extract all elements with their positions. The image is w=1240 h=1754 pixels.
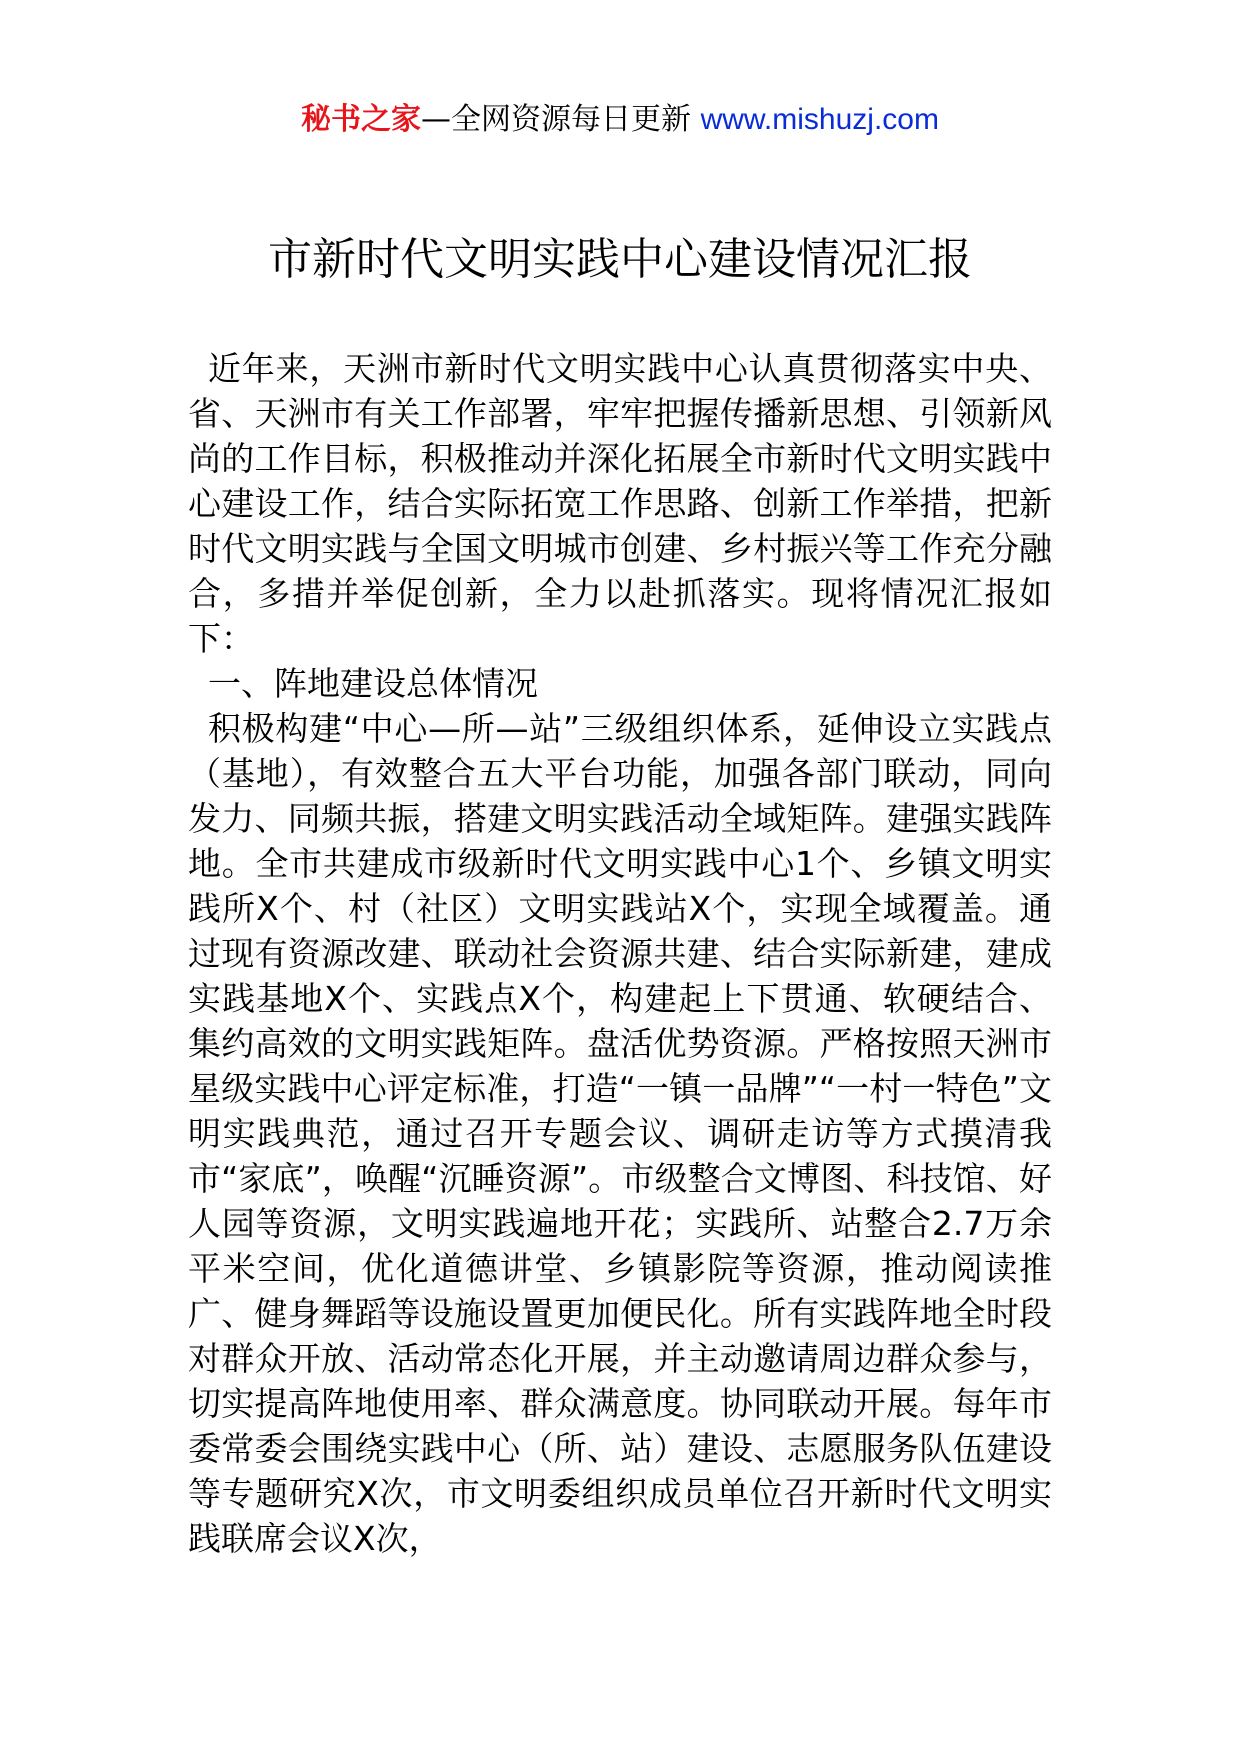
document-body: [188, 346, 1052, 1561]
brand-name: 秘书之家: [301, 102, 422, 137]
brand-slogan: —全网资源每日更新: [421, 102, 692, 137]
site-banner: [0, 100, 1240, 140]
intro-paragraph: 近年来，天洲市新时代文明实践中心认真贯彻落实中央、省、天洲市有关工作部署，牢牢把握传播新思想、引领新风尚的工作目标，积极推动并深化拓展全市新时代文明实践中心建设工作，结合实际拓宽工作思路、创新工作举措，把新时代文明实践与全国文明城市创建、乡村振兴等工作充分融合，多措并举促创新，全力以赴抓落实。现将情况汇报如下：: [188, 349, 1052, 658]
site-url-link[interactable]: www.mishuzj.com: [700, 103, 939, 136]
section-paragraph: 积极构建“中心—所—站”三级组织体系，延伸设立实践点（基地），有效整合五大平台功能，加强各部门联动，同向发力、同频共振，搭建文明实践活动全域矩阵。建强实践阵地。全市共建成市级新时代文明实践中心1个、乡镇文明实践所X个、村（社区）文明实践站X个，实现全域覆盖。通过现有资源改建、联动社会资源共建、结合实际新建，建成实践基地X个、实践点X个，构建起上下贯通、软硬结合、集约高效的文明实践矩阵。盘活优势资源。严格按照天洲市星级实践中心评定标准，打造“一镇一品牌”“一村一特色”文明实践典范，通过召开专题会议、调研走访等方式摸清我市“家底”，唤醒“沉睡资源”。市级整合文博图、科技馆、好人园等资源，文明实践遍地开花；实践所、站整合2.7万余平米空间，优化道德讲堂、乡镇影院等资源，推动阅读推广、健身舞蹈等设施设置更加便民化。所有实践阵地全时段对群众开放、活动常态化开展，并主动邀请周边群众参与，切实提高阵地使用率、群众满意度。协同联动开展。每年市委常委会围绕实践中心（所、站）建设、志愿服务队伍建设等专题研究X次，市文明委组织成员单位召开新时代文明实践联席会议X次，: [188, 709, 1052, 1558]
document-title: 市新时代文明实践中心建设情况汇报: [268, 234, 972, 285]
section-heading: 一、阵地建设总体情况: [208, 664, 538, 703]
